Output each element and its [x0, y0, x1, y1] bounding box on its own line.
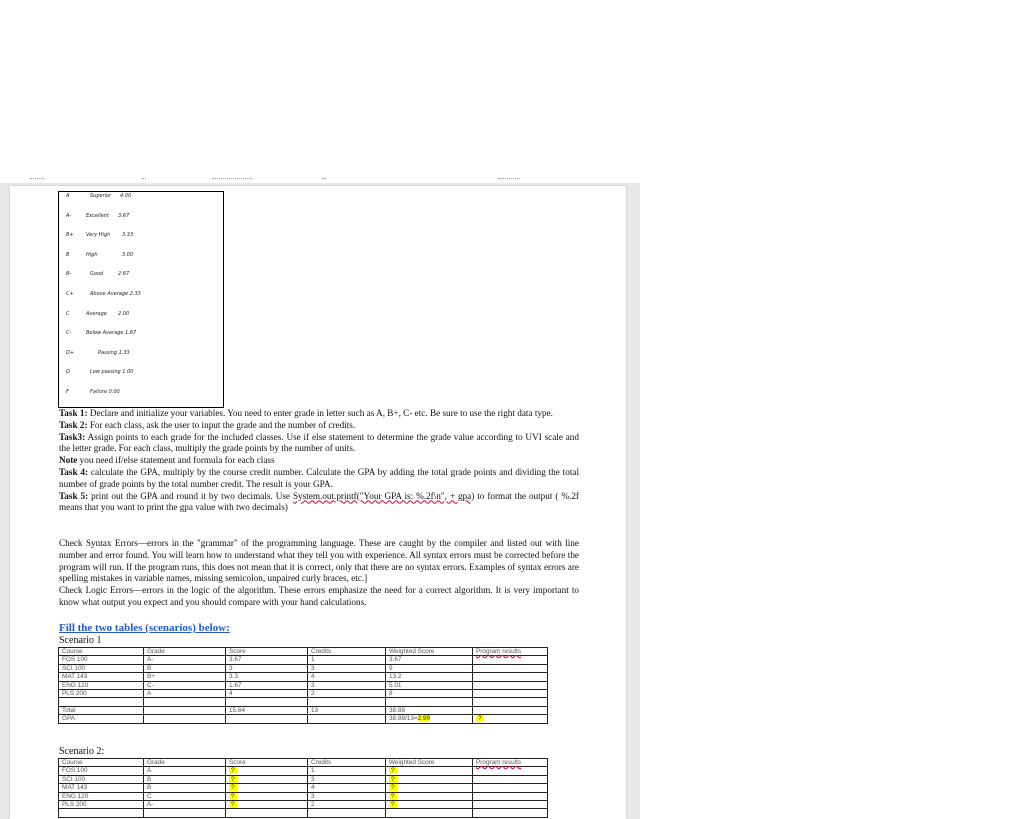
ruler: [0, 178, 640, 186]
cell: B: [144, 775, 226, 783]
grade-description: Passing 1.33: [98, 349, 130, 356]
grade-letter: D+: [66, 349, 75, 356]
grade-letter: A-: [66, 212, 72, 219]
task-1: Task 1: Declare and initialize your variables. You need to enter grade in letter such as A, B+, C- etc. Be sure to use the right data type.: [59, 408, 553, 418]
task-note: Note you need if/else statement and formula for each class: [59, 455, 275, 466]
table-row: [59, 681, 548, 689]
table-row: [59, 664, 548, 672]
cell: 4: [226, 690, 308, 698]
cell: [473, 690, 548, 698]
table-row: [59, 690, 548, 698]
table-row: [59, 698, 548, 706]
cell: 2: [308, 801, 386, 809]
cell: ?: [386, 767, 473, 775]
cell: [308, 715, 386, 723]
cell: FOS 100: [59, 656, 144, 664]
cell: 3: [226, 664, 308, 672]
cell: ?: [473, 715, 548, 723]
cell: ?: [226, 784, 308, 792]
cell: 4: [308, 673, 386, 681]
task-3: Task3: Assign points to each grade for the included classes. Use if else statement to determine the grade value according to UVI scale and the letter grade. For each class, multiply the grade points by the number of units.: [59, 431, 579, 454]
grade-letter: D: [66, 369, 70, 376]
cell: [473, 706, 548, 714]
tasks-section: [59, 408, 579, 514]
cell: 4: [308, 784, 386, 792]
header-cell: Weighted Score: [386, 648, 473, 656]
cell: [473, 775, 548, 783]
header-cell: Program results: [473, 759, 548, 767]
grade-points: 2.00: [118, 310, 130, 317]
cell: [144, 706, 226, 714]
header-cell: Course: [59, 648, 144, 656]
scenario-1-title: Scenario 1: [59, 635, 102, 646]
grade-points: 4.00: [120, 193, 132, 199]
cell: A-: [144, 801, 226, 809]
cell: [473, 784, 548, 792]
gpa-row: [59, 715, 548, 723]
cell: [473, 792, 548, 800]
cell: 38.88: [386, 706, 473, 714]
table-row: [59, 801, 548, 809]
cell: Total: [59, 706, 144, 714]
grade-description: Average: [86, 310, 107, 317]
cell: [144, 715, 226, 723]
table-row: [59, 656, 548, 664]
cell: 3.67: [386, 656, 473, 664]
grade-letter: C+: [66, 291, 74, 297]
grade-description: Good: [90, 271, 104, 278]
cell: 1.67: [226, 681, 308, 689]
cell: 3: [308, 775, 386, 783]
logic-errors-paragraph: Check Logic Errors—errors in the logic of the algorithm. These errors emphasize the need for a correct algorithm. It is very important to know what output you expect and you should compare with your hand calculations.: [59, 585, 579, 607]
grade-points: 3.67: [118, 212, 130, 219]
grade-letter: B: [66, 251, 70, 258]
cell: B: [144, 784, 226, 792]
cell: ?: [386, 792, 473, 800]
table-row: [59, 784, 548, 792]
cell: 13.2: [386, 673, 473, 681]
task-4: Task 4: calculate the GPA, multiply by the course credit number. Calculate the GPA by adding the total grade points and dividing the total number of grade points by the total number credit. The result is your GPA.: [59, 466, 580, 489]
cell: 13: [308, 706, 386, 714]
cell: ?: [226, 792, 308, 800]
grade-points: 3.33: [122, 232, 134, 239]
cell: B: [144, 664, 226, 672]
cell: PLS 200: [59, 801, 144, 809]
cell: ?: [226, 801, 308, 809]
table-row: [59, 673, 548, 681]
cell: C: [144, 792, 226, 800]
grade-description: Low passing 1.00: [90, 369, 134, 376]
cell: ?: [226, 767, 308, 775]
table-header-row: [59, 759, 548, 767]
cell: [473, 673, 548, 681]
cell: ?: [386, 784, 473, 792]
cell: SCI 100: [59, 775, 144, 783]
cell: 9: [386, 664, 473, 672]
grade-letter: B-: [66, 271, 72, 278]
header-cell: Course: [59, 759, 144, 767]
cell: 8: [386, 690, 473, 698]
cell: ?: [386, 775, 473, 783]
cell: [473, 656, 548, 664]
scenario-1-table: [58, 647, 548, 724]
table-row: [59, 809, 548, 817]
header-cell: Program results: [473, 648, 548, 656]
cell: 3: [308, 664, 386, 672]
grade-scale-box: [58, 191, 224, 408]
cell: B+: [144, 673, 226, 681]
cell: ?: [386, 801, 473, 809]
cell: C-: [144, 681, 226, 689]
task-2: Task 2: For each class, ask the user to input the grade and the number of credits.: [59, 419, 356, 430]
scenario-2-title: Scenario 2:: [59, 746, 105, 757]
cell: 3.3: [226, 673, 308, 681]
grade-description: Superior: [90, 193, 112, 199]
task-5: Task 5: print out the GPA and round it by two decimals. Use System.out.printf("Your GPA is: %.2f\n", + gpa) to format the output ( %.2f means that you want to print the gpa value with two decimals): [59, 490, 579, 513]
table-row: [59, 775, 548, 783]
cell: A: [144, 767, 226, 775]
syntax-errors-paragraph: Check Syntax Errors—errors in the "grammar" of the programming language. These are caught by the compiler and listed out with line number and error found. You will learn how to understand what they tell you with experience. All syntax errors must be corrected before the program will run. If the program runs, this does not mean that it is correct, only that there are no syntax errors. Examples of syntax errors are spelling mistakes in variable names, missing semicolon, unpaired curly braces, etc.]: [59, 538, 579, 584]
cell: 5.01: [386, 681, 473, 689]
grade-description: Excellent: [86, 212, 109, 219]
header-cell: Grade: [144, 648, 226, 656]
grade-letter: A: [66, 193, 70, 199]
cell: ENG 120: [59, 792, 144, 800]
header-cell: Weighted Score: [386, 759, 473, 767]
cell: MAT 143: [59, 673, 144, 681]
cell: [226, 715, 308, 723]
table-row: [59, 792, 548, 800]
cell: [473, 767, 548, 775]
cell: PLS 200: [59, 690, 144, 698]
cell: ?: [226, 775, 308, 783]
grade-points: 3.00: [122, 251, 134, 258]
cell: 3: [308, 681, 386, 689]
cell: 1: [308, 656, 386, 664]
grade-description: Failure 0.00: [90, 389, 120, 395]
cell: 15.64: [226, 706, 308, 714]
grade-letter: C-: [66, 330, 72, 337]
errors-section: [59, 538, 579, 609]
grade-letter: C: [66, 310, 70, 317]
cell: [473, 681, 548, 689]
cell: ENG 120: [59, 681, 144, 689]
cell: 3: [308, 792, 386, 800]
grade-description: High: [86, 251, 98, 258]
grade-description: Very High: [86, 232, 111, 239]
cell: GPA: [59, 715, 144, 723]
grade-letter: B+: [66, 232, 74, 239]
total-row: [59, 706, 548, 714]
header-cell: Score: [226, 759, 308, 767]
table-header-row: [59, 648, 548, 656]
table-row: [59, 767, 548, 775]
fill-tables-heading[interactable]: Fill the two tables (scenarios) below:: [59, 622, 230, 634]
grade-points: 2.67: [118, 271, 130, 278]
header-cell: Score: [226, 648, 308, 656]
grade-description: Below Average 1.67: [86, 330, 137, 337]
grade-letter: F: [66, 389, 69, 395]
header-cell: Grade: [144, 759, 226, 767]
cell: [473, 664, 548, 672]
cell: MAT 143: [59, 784, 144, 792]
cell: [473, 801, 548, 809]
scenario-2-table: [58, 758, 548, 818]
grade-description: Above Average 2.33: [90, 291, 141, 297]
cell: 38.88/13=2.99: [386, 715, 473, 723]
cell: A-: [144, 656, 226, 664]
header-cell: Credits: [308, 648, 386, 656]
header-cell: Credits: [308, 759, 386, 767]
cell: 2: [308, 690, 386, 698]
cell: A: [144, 690, 226, 698]
cell: 1: [308, 767, 386, 775]
cell: SCI 100: [59, 664, 144, 672]
cell: FOS 100: [59, 767, 144, 775]
cell: 3.67: [226, 656, 308, 664]
